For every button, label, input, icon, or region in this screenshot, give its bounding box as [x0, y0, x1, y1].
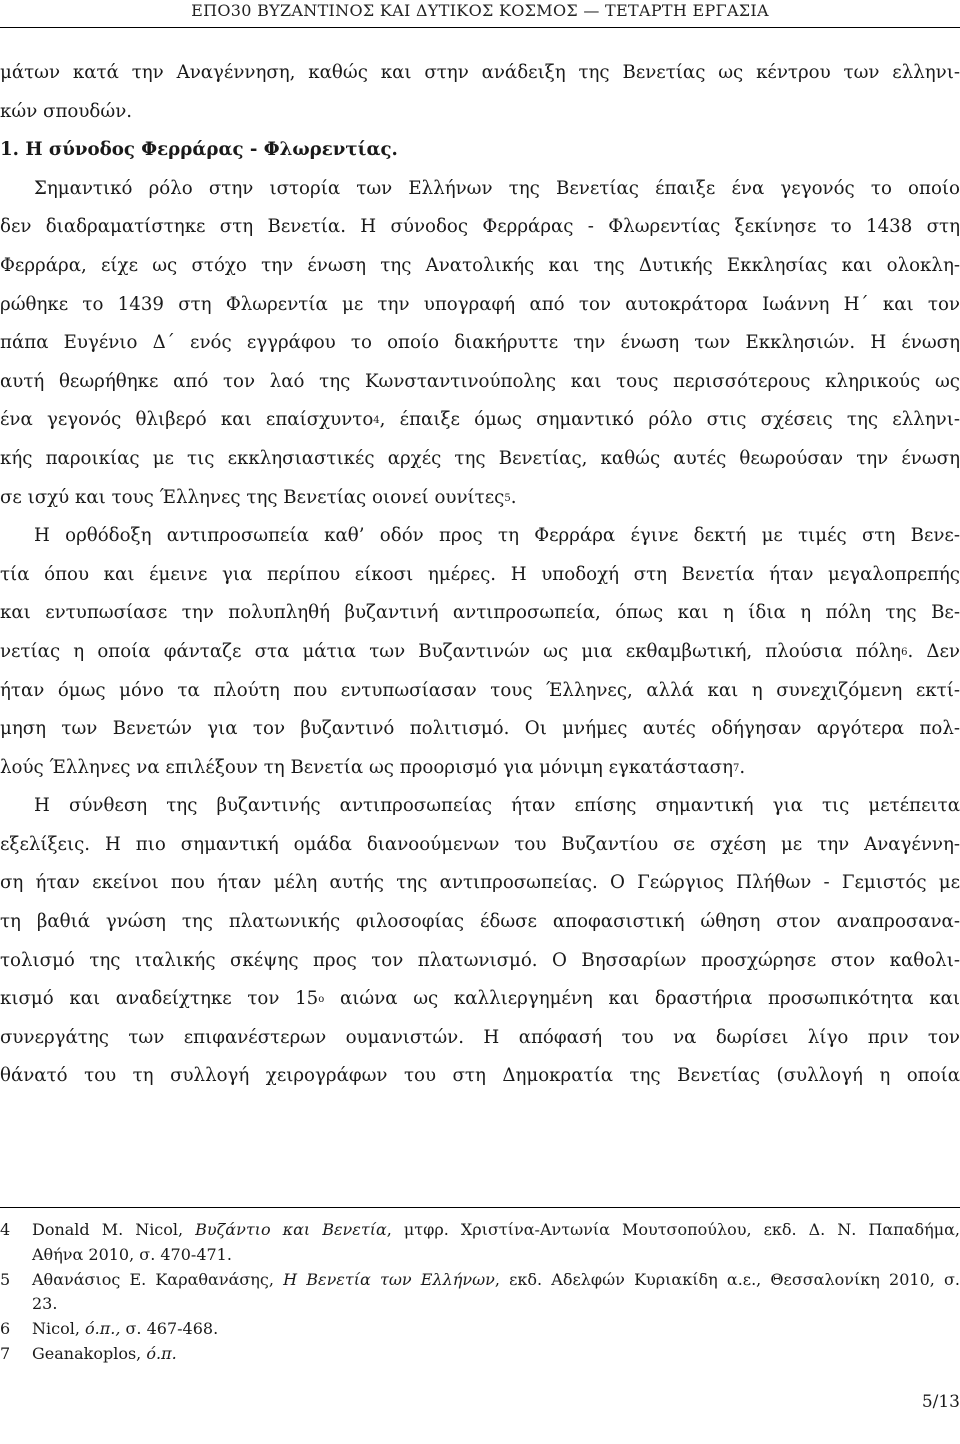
- body-line: τία όπου και έμεινε για περίπου είκοσι ημέρες. Η υποδοχή στη Βενετία ήταν μεγαλοπρεπής: [0, 563, 960, 585]
- footnote-6: [0, 1317, 960, 1342]
- footnote-text: Donald M. Nicol,: [32, 1220, 196, 1239]
- page-number: 5/13: [921, 1392, 960, 1412]
- body-line: [0, 401, 960, 440]
- footnote-number: 5: [0, 1269, 11, 1289]
- body-line: ρώθηκε το 1439 στη Φλωρεντία με την υπογραφή από τον αυτοκράτορα Ιωάννη Η΄ και τον: [0, 293, 960, 315]
- footnote-7: [0, 1342, 960, 1367]
- text-segment: .: [739, 756, 746, 778]
- body-line: και εντυπωσίασε την πολυπληθή βυζαντινή αντιπροσωπεία, όπως και η ίδια η πόλη της Βε-: [0, 602, 960, 624]
- body-line: κών σπουδών.: [0, 100, 133, 122]
- body-line: συνεργάτης των επιφανέστερων ουμανιστών. Η απόφασή του να δωρίσει λίγο πριν τον: [0, 1026, 960, 1048]
- body-line: εξελίξεις. Η πιο σημαντική ομάδα διανοούμενων του Βυζαντίου σε σχέση με την Αναγέννη-: [0, 833, 960, 855]
- body-line: Σημαντικό ρόλο στην ιστορία των Ελλήνων της Βενετίας έπαιξε ένα γεγονός το οποίο: [34, 177, 960, 199]
- body-line: πάπα Ευγένιο Δ΄ ενός εγγράφου το οποίο διακήρυττε την ένωση των Εκκλησιών. Η ένωση: [0, 332, 960, 354]
- body-line: Φερράρα, είχε ως στόχο την ένωση της Ανατολικής και της Δυτικής Εκκλησίας και ολοκλη-: [0, 254, 960, 276]
- footnote-text: , μτφρ. Χριστίνα-Αντωνία Μουτσοπούλου, εκδ. Δ. Ν. Παπαδήμα,: [386, 1220, 960, 1239]
- footnote-5: [0, 1268, 960, 1293]
- footnote-4-continuation: Αθήνα 2010, σ. 470-471.: [32, 1244, 232, 1264]
- text-segment: .: [510, 486, 517, 508]
- footnote-number: 7: [0, 1343, 11, 1363]
- text-segment: . Δεν: [907, 640, 960, 662]
- text-segment: νετίας η οποία φάνταζε στα μάτια των Βυζαντινών ως μια εκθαμβωτική, πλούσια πόλη: [0, 640, 902, 662]
- footnote-ref: 5: [504, 492, 511, 504]
- running-header: [0, 0, 960, 28]
- footnote-text: Nicol,: [32, 1319, 85, 1339]
- running-header-title: ΕΠΟ30 ΒΥΖΑΝΤΙΝΟΣ ΚΑΙ ΔΥΤΙΚΟΣ ΚΟΣΜΟΣ — ΤΕΤΑΡΤΗ ΕΡΓΑΣΙΑ: [191, 1, 769, 20]
- footnote-text: Αθανάσιος Ε. Καραθανάσης,: [32, 1269, 284, 1289]
- body-line: Η ορθόδοξη αντιπροσωπεία καθ’ οδόν προς τη Φερράρα έγινε δεκτή με τιμές στη Βενε-: [34, 525, 960, 547]
- footnote-number: 6: [0, 1319, 11, 1339]
- text-segment: κισμό και αναδείχτηκε τον 15: [0, 988, 319, 1010]
- body-text: [0, 54, 960, 1096]
- body-line: κής παροικίας με τις εκκλησιαστικές αρχές της Βενετίας, καθώς αυτές θεωρούσαν την ένωση: [0, 447, 960, 469]
- body-line: Η σύνθεση της βυζαντινής αντιπροσωπείας ήταν επίσης σημαντική για τις μετέπειτα: [34, 795, 960, 817]
- text-segment: ένα γεγονός θλιβερό και επαίσχυντο: [0, 409, 374, 431]
- body-line: τη βαθιά γνώση της πλατωνικής φιλοσοφίας έδωσε αποφασιστική ώθηση στον αναπροσανα-: [0, 911, 960, 933]
- text-segment: αιώνα ως καλλιεργημένη και δραστήρια προσωπικότητα και: [324, 988, 960, 1010]
- body-line: [0, 479, 960, 518]
- footnote-number: 4: [0, 1220, 11, 1239]
- footnote-text: Geanakoplos,: [32, 1343, 147, 1363]
- footnote-title: ό.π.,: [85, 1319, 121, 1339]
- century-superscript: ο: [318, 994, 325, 1006]
- footnote-ref: 6: [901, 646, 908, 658]
- footnote-ref: 4: [373, 415, 380, 427]
- body-line: [0, 980, 960, 1019]
- header-rule: [0, 27, 960, 28]
- footnote-ref: 7: [732, 762, 740, 774]
- text-segment: λούς Έλληνες να επιλέξουν τη Βενετία ως προορισμό για μόνιμη εγκατάσταση: [0, 756, 733, 778]
- body-line: [0, 749, 960, 788]
- section-heading: 1. Η σύνοδος Φερράρας - Φλωρεντίας.: [0, 139, 398, 161]
- footnote-separator: [0, 1207, 960, 1208]
- body-line: μάτων κατά την Αναγέννηση, καθώς και στην ανάδειξη της Βενετίας ως κέντρου των ελληνι-: [0, 62, 960, 83]
- footnote-text: σ. 467-468.: [120, 1319, 219, 1339]
- body-line: ήταν όμως μόνο τα πλούτη που εντυπωσίασαν τους Έλληνες, αλλά και η συνεχιζόμενη εκτί-: [0, 679, 960, 701]
- footnote-text: , εκδ. Αδελφών Κυριακίδη α.ε., Θεσσαλονίκη 2010, σ.: [494, 1269, 960, 1289]
- footnote-5-continuation: 23.: [32, 1294, 58, 1314]
- footnote-title: ό.π.: [146, 1343, 177, 1363]
- body-line: [0, 633, 960, 672]
- body-line: αυτή θεωρήθηκε από τον λαό της Κωνσταντινούπολης και τους περισσότερους κληρικούς ως: [0, 370, 960, 392]
- body-line: δεν διαδραματίστηκε στη Βενετία. Η σύνοδος Φερράρας - Φλωρεντίας ξεκίνησε το 1438 στη: [0, 216, 960, 238]
- body-line: μηση των Βενετών για τον βυζαντινό πολιτισμό. Οι μνήμες αυτές οδήγησαν αργότερα πολ-: [0, 718, 960, 740]
- text-segment: , έπαιξε όμως σημαντικό ρόλο στις σχέσεις της ελληνι-: [379, 409, 960, 431]
- footnote-title: Η Βενετία των Ελλήνων: [283, 1269, 495, 1289]
- footnote-4: [0, 1218, 960, 1243]
- footnote-title: Βυζάντιο και Βενετία: [195, 1220, 387, 1239]
- body-line: θάνατό του τη συλλογή χειρογράφων του στη Δημοκρατία της Βενετίας (συλλογή η οποία: [0, 1065, 960, 1087]
- footnotes: [0, 1218, 960, 1367]
- body-line: τολισμό της ιταλικής σκέψης προς τον πλατωνισμό. Ο Βησσαρίων προσχώρησε στον καθολι-: [0, 949, 960, 971]
- text-segment: σε ισχύ και τους Έλληνες της Βενετίας οιονεί ουνίτες: [0, 486, 505, 508]
- body-line: ση ήταν εκείνοι που ήταν μέλη αυτής της αντιπροσωπείας. Ο Γεώργιος Πλήθων - Γεμιστός με: [0, 872, 960, 894]
